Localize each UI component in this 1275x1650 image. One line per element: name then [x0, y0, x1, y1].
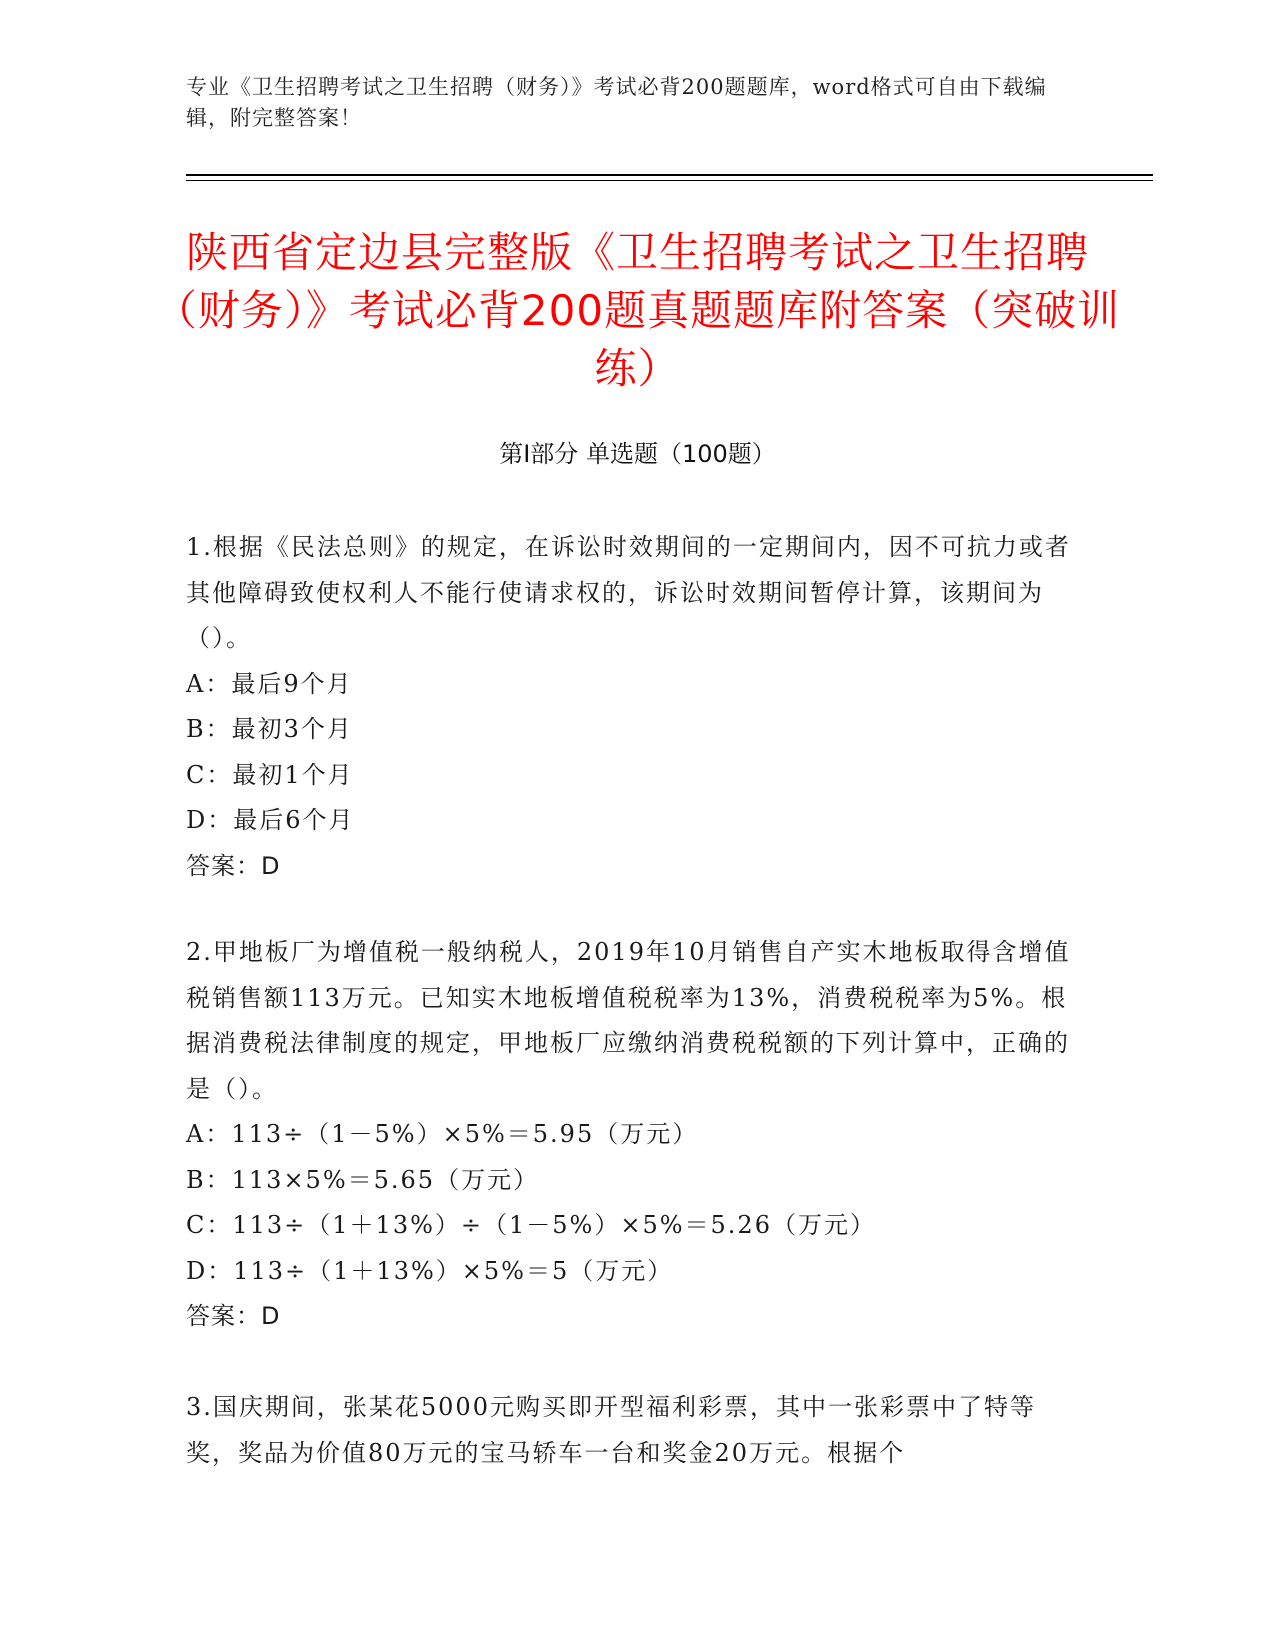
header-divider-thin [186, 180, 1153, 181]
option-b: B：113×5%＝5.65（万元） [186, 1165, 540, 1194]
question-2 [186, 930, 1086, 1340]
option-a: A：最后9个月 [186, 669, 353, 698]
option-a: A：113÷（1－5%）×5%＝5.95（万元） [186, 1120, 699, 1148]
section-title: 第Ⅰ部分 单选题（100题） [499, 440, 776, 468]
header-note: 专业《卫生招聘考试之卫生招聘（财务）》考试必背200题题库，word格式可自由下载编辑，附完整答案！ [186, 75, 1047, 130]
question-text: 1.根据《民法总则》的规定，在诉讼时效期间的一定期间内，因不可抗力或者其他障碍致使权利人不能行使请求权的，诉讼时效期间暂停计算，该期间为（）。 [186, 533, 1071, 652]
option-c: C：最初1个月 [186, 760, 354, 789]
option-d: D：113÷（1＋13%）×5%＝5（万元） [186, 1256, 674, 1285]
question-1 [186, 525, 1086, 889]
question-text: 2.甲地板厂为增值税一般纳税人，2019年10月销售自产实木地板取得含增值税销售额113万元。已知实木地板增值税税率为13%，消费税税率为5%。根据消费税法律制度的规定，甲地板厂应缴纳消费税税额的下列计算中，正确的是（）。 [186, 938, 1071, 1103]
option-d: D：最后6个月 [186, 806, 355, 834]
option-b: B：最初3个月 [186, 715, 353, 743]
question-text: 3.国庆期间，张某花5000元购买即开型福利彩票，其中一张彩票中了特等奖，奖品为价值80万元的宝马轿车一台和奖金20万元。根据个 [186, 1393, 1036, 1467]
header-divider-thick [186, 174, 1153, 176]
question-3 [186, 1385, 1086, 1476]
option-c: C：113÷（1＋13%）÷（1－5%）×5%＝5.26（万元） [186, 1211, 876, 1239]
answer: 答案：D [186, 1302, 281, 1330]
document-title: 陕西省定边县完整版《卫生招聘考试之卫生招聘（财务）》考试必背200题真题题库附答案（突破训练） [154, 228, 1121, 393]
answer: 答案：D [186, 851, 281, 880]
